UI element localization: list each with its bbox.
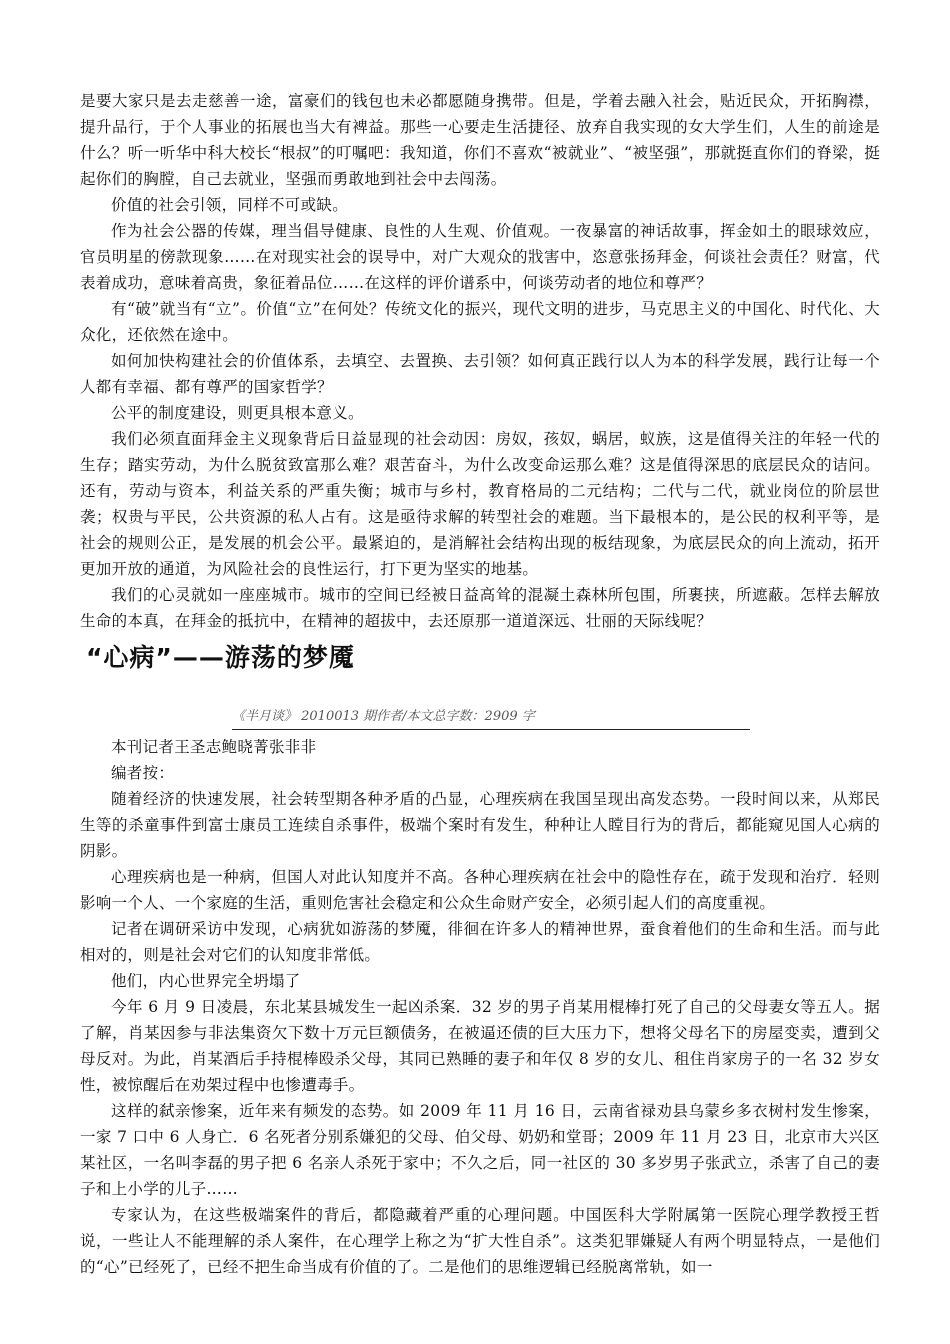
paragraph: 记者在调研采访中发现，心病犹如游荡的梦魇，徘徊在许多人的精神世界，蚕食着他们的生命和生活。而与此相对的，则是社会对它们的认知度非常低。: [80, 920, 880, 964]
paragraph: 是要大家只是去走慈善一途，富豪们的钱包也未必都愿随身携带。但是，学着去融入社会，贴近民众，开拓胸襟，提升品行，于个人事业的拓展也当大有裨益。那些一心要走生活捷径、放弃自我实现的女大学生们，人生的前途是什么？听一听华中科大校长“根叔”的叮嘱吧：我知道，你们不喜欢“被就业”、“被坚强”，那就挺直你们的脊梁，挺起你们的胸膛，自己去就业，坚强而勇敢地到社会中去闯荡。: [80, 92, 880, 188]
byline: 本刊记者王圣志鲍晓菁张非非: [111, 738, 317, 756]
paragraph: 如何加快构建社会的价值体系，去填空、去置换、去引领？如何真正践行以人为本的科学发展，践行让每一个人都有幸福、都有尊严的国家哲学？: [80, 352, 880, 396]
paragraph: 随着经济的快速发展，社会转型期各种矛盾的凸显，心理疾病在我国呈现出高发态势。一段时间以来，从郑民生等的杀童事件到富士康员工连续自杀事件，极端个案时有发生，种种让人瞠目行为的背后，都能窥见国人心病的阴影。: [80, 790, 880, 860]
paragraph: 我们的心灵就如一座座城市。城市的空间已经被日益高耸的混凝土森林所包围，所裹挟，所遮蔽。怎样去解放生命的本真，在拜金的抵抗中，在精神的超拔中，去还原那一道道深远、壮丽的天际线呢？: [80, 586, 880, 630]
paragraph: 作为社会公器的传媒，理当倡导健康、良性的人生观、价值观。一夜暴富的神话故事，挥金如土的眼球效应，官员明星的傍款现象……在对现实社会的误导中，对广大观众的戕害中，恣意张扬拜金，何谈社会责任？财富，代表着成功，意味着高贵，象征着品位……在这样的评价谱系中，何谈劳动者的地位和尊严？: [80, 222, 880, 292]
paragraph: 价值的社会引领，同样不可或缺。: [111, 196, 349, 214]
article-source-line: 《半月谈》 2010013 期作者/本文总字数：2909 字: [232, 709, 750, 730]
editor-note-label: 编者按：: [111, 764, 175, 782]
article-title: “心病”——游荡的梦魇: [86, 643, 355, 672]
paragraph: 公平的制度建设，则更具根本意义。: [111, 404, 364, 422]
paragraph: 专家认为，在这些极端案件的背后，都隐藏着严重的心理问题。中国医科大学附属第一医院心理学教授王哲说，一些让人不能理解的杀人案件，在心理学上称之为“扩大性自杀”。这类犯罪嫌疑人有两个明显特点，一是他们的“心”已经死了，已经不把生命当成有价值的了。二是他们的思维逻辑已经脱离常轨，如一: [80, 1206, 880, 1276]
article-body: [80, 734, 880, 1280]
paragraph: 今年 6 月 9 日凌晨，东北某县城发生一起凶杀案．32 岁的男子肖某用棍棒打死了自己的父母妻女等五人。据了解，肖某因参与非法集资欠下数十万元巨额债务，在被逼还债的巨大压力下，想将父母名下的房屋变卖，遭到父母反对。为此，肖某酒后手持棍棒殴杀父母，其同已熟睡的妻子和年仅 8 岁的女儿、租住肖家房子的一名 32 岁女性，被惊醒后在劝架过程中也惨遭毒手。: [80, 998, 880, 1094]
article-continued: [80, 88, 880, 634]
paragraph: 这样的弑亲惨案，近年来有频发的态势。如 2009 年 11 月 16 日，云南省禄劝县乌蒙乡多衣树村发生惨案，一家 7 口中 6 人身亡．6 名死者分别系嫌犯的父母、伯父母、奶奶和堂哥；2009 年 11 月 23 日，北京市大兴区某社区，一名叫李磊的男子把 6 名亲人杀死于家中；不久之后，同一社区的 30 多岁男子张武立，杀害了自己的妻子和上小学的儿子……: [80, 1102, 880, 1198]
paragraph: 心理疾病也是一种病，但国人对此认知度并不高。各种心理疾病在社会中的隐性存在，疏于发现和治疗．轻则影响一个人、一个家庭的生活，重则危害社会稳定和公众生命财产安全，必须引起人们的高度重视。: [80, 868, 880, 912]
paragraph: 有“破”就当有“立”。价值“立”在何处？传统文化的振兴，现代文明的进步，马克思主义的中国化、时代化、大众化，还依然在途中。: [80, 300, 880, 344]
paragraph: 我们必须直面拜金主义现象背后日益显现的社会动因：房奴，孩奴，蜗居，蚁族，这是值得关注的年轻一代的生存；踏实劳动，为什么脱贫致富那么难？艰苦奋斗，为什么改变命运那么难？这是值得深思的底层民众的诘问。还有，劳动与资本，利益关系的严重失衡；城市与乡村，教育格局的二元结构；二代与二代，就业岗位的阶层世袭；权贵与平民，公共资源的私人占有。这是亟待求解的转型社会的难题。当下最根本的，是公民的权利平等，是社会的规则公正，是发展的机会公平。最紧迫的，是消解社会结构出现的板结现象，为底层民众的向上流动，拓开更加开放的通道，为风险社会的良性运行，打下更为坚实的地基。: [80, 430, 880, 578]
section-subheading: 他们，内心世界完全坍塌了: [111, 972, 301, 990]
